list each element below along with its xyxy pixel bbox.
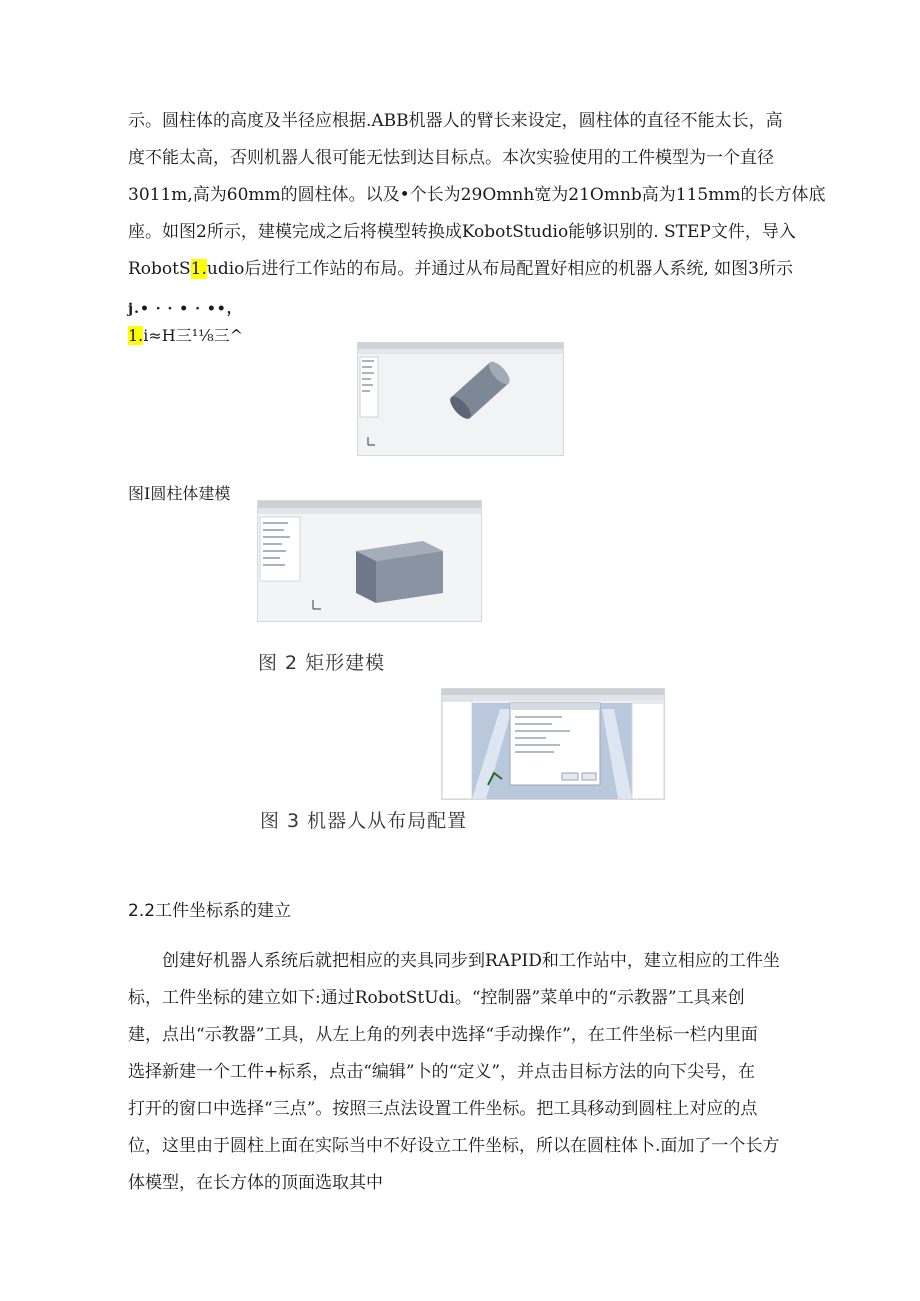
figure-caption: 图I圆柱体建模 (128, 484, 231, 503)
body-line: 选择新建一个工件+标系，点击“编辑”卜的“定义”，并点击目标方法的向下尖号，在 (128, 1062, 756, 1082)
body-line: 标，工件坐标的建立如下:通过RobotStUdi。“控制器”菜单中的“示教器”工具来创 (128, 988, 745, 1008)
body-line: 位，这里由于圆柱上面在实际当中不好设立工件坐标，所以在圆柱体卜.面加了一个长方 (128, 1136, 780, 1156)
figure-caption: 图 3 机器人从布局配置 (260, 810, 468, 832)
text-segment: i≈H三¹⅛三^ (143, 326, 244, 345)
body-line: 创建好机器人系统后就把相应的夹具同步到RAPID和工作站中，建立相应的工件坐 (162, 951, 780, 971)
section-heading: 2.2工件坐标系的建立 (128, 901, 292, 921)
body-line: 座。如图2所示，建模完成之后将模型转换成KobotStudio能够识别的. STEP文件，导入 (128, 222, 796, 242)
highlighted-text: 1. (190, 259, 207, 279)
body-line (128, 254, 793, 279)
figure-box-model (257, 500, 482, 622)
figure-cylinder-model (357, 342, 564, 456)
robot-layout-screenshot-image (442, 689, 664, 799)
figure-caption: 图 2 矩形建模 (258, 652, 386, 674)
figure-robot-layout (441, 688, 665, 800)
cylinder-screenshot-image (358, 343, 563, 455)
body-line: 度不能太高，否则机器人很可能无怯到达目标点。本次实验使用的工件模型为一个直径 (128, 148, 774, 168)
body-line: 3011m,高为60mm的圆柱体。以及•个长为29Omnh宽为21Omnb高为115mm的长方体底 (128, 185, 826, 205)
body-line: 建，点出“示教器”工具，从左上角的列表中选择“手动操作”，在工件坐标一栏内里面 (128, 1025, 758, 1045)
text-segment: RobotS (128, 259, 191, 279)
body-line: 示。圆柱体的高度及半径应根据.ABB机器人的臂长来设定，圆柱体的直径不能太长，高 (128, 111, 783, 131)
body-line: 体模型，在长方体的顶面选取其中 (128, 1173, 383, 1193)
text-segment: udio后进行工作站的布局。并通过从布局配置好相应的机器人系统, 如图3所示 (206, 259, 793, 279)
garbled-text (128, 323, 243, 346)
garbled-text: j.• · · • · ••， (128, 301, 242, 317)
highlighted-text: 1. (128, 326, 144, 345)
body-line: 打开的窗口中选择“三点”。按照三点法设置工件坐标。把工具移动到圆柱上对应的点 (128, 1099, 758, 1119)
box-screenshot-image (258, 501, 481, 621)
